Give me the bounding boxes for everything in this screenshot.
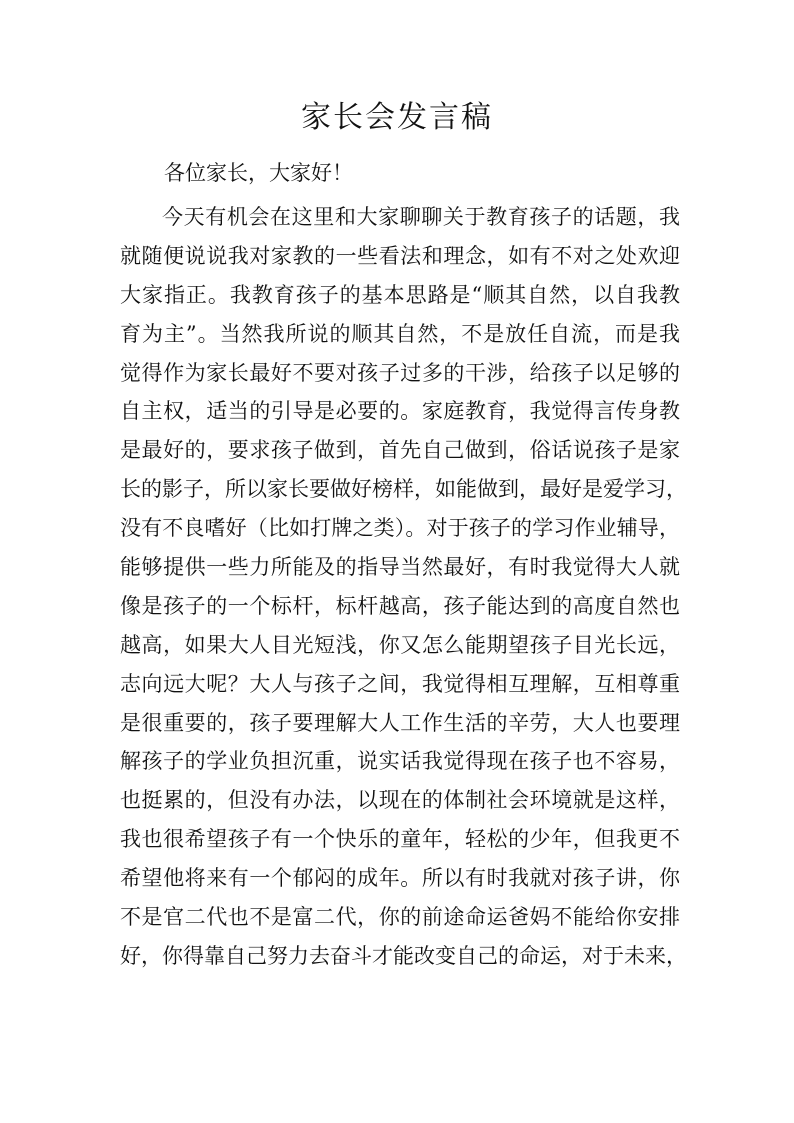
body-paragraph	[120, 198, 687, 976]
body-line: 长的影子，所以家长要做好榜样，如能做到，最好是爱学习，	[120, 477, 687, 502]
body-line: 我也很希望孩子有一个快乐的童年，轻松的少年，但我更不	[120, 827, 680, 852]
body-line: 就随便说说我对家教的一些看法和理念，如有不对之处欢迎	[120, 243, 680, 268]
body-line: 越高，如果大人目光短浅，你又怎么能期望孩子目光长远，	[120, 632, 680, 657]
body-line: 自主权，适当的引导是必要的。家庭教育，我觉得言传身教	[120, 399, 680, 424]
body-line: 没有不良嗜好（比如打牌之类）。对于孩子的学习作业辅导，	[120, 516, 680, 541]
body-line: 大家指正。我教育孩子的基本思路是“顺其自然，以自我教	[120, 282, 680, 307]
document-title: 家长会发言稿	[301, 100, 493, 135]
body-line: 是最好的，要求孩子做到，首先自己做到，俗话说孩子是家	[120, 438, 680, 463]
body-line: 今天有机会在这里和大家聊聊关于教育孩子的话题，我	[162, 205, 680, 229]
body-line: 也挺累的，但没有办法，以现在的体制社会环境就是这样，	[120, 788, 680, 813]
body-line: 觉得作为家长最好不要对孩子过多的干涉，给孩子以足够的	[120, 360, 680, 385]
body-line: 志向远大呢？大人与孩子之间，我觉得相互理解，互相尊重	[120, 671, 680, 696]
body-line: 像是孩子的一个标杆，标杆越高，孩子能达到的高度自然也	[120, 593, 680, 618]
body-line: 是很重要的，孩子要理解大人工作生活的辛劳，大人也要理	[120, 710, 680, 735]
body-line: 能够提供一些力所能及的指导当然最好，有时我觉得大人就	[120, 555, 680, 580]
body-line: 育为主”。当然我所说的顺其自然，不是放任自流，而是我	[120, 321, 680, 346]
body-line: 解孩子的学业负担沉重，说实话我觉得现在孩子也不容易，	[120, 749, 680, 774]
greeting-paragraph: 各位家长，大家好！	[164, 161, 353, 185]
body-line: 希望他将来有一个郁闷的成年。所以有时我就对孩子讲，你	[120, 866, 680, 891]
body-line: 不是官二代也不是富二代，你的前途命运爸妈不能给你安排	[120, 905, 680, 930]
body-line: 好，你得靠自己努力去奋斗才能改变自己的命运，对于未来，	[120, 943, 687, 968]
